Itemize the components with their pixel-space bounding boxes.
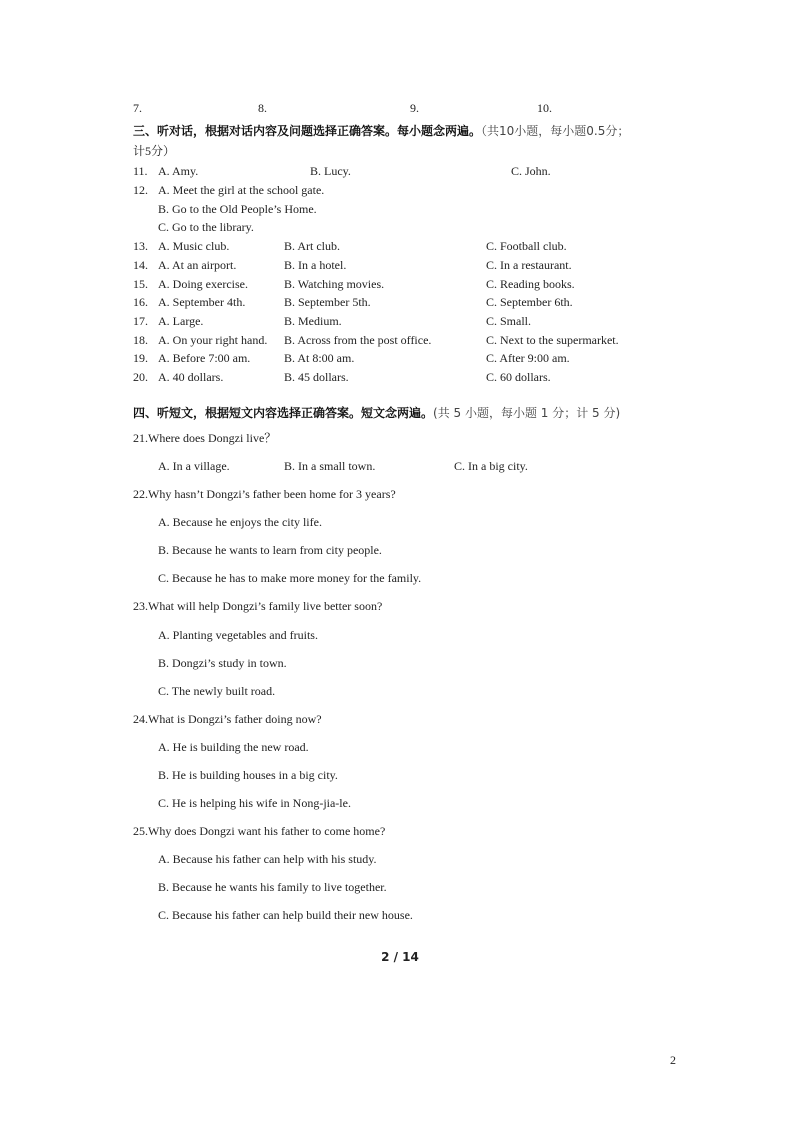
answer-number-8: 8.: [258, 101, 267, 115]
q20-option-b: B. 45 dollars.: [284, 370, 349, 384]
page-indicator: 2 / 14: [381, 950, 419, 964]
answer-number-9: 9.: [410, 101, 419, 115]
q17-option-b: B. Medium.: [284, 314, 342, 328]
q25-option-a: A. Because his father can help with his study.: [158, 852, 377, 866]
q15-option-c: C. Reading books.: [486, 277, 575, 291]
q14-option-b: B. In a hotel.: [284, 258, 347, 272]
section4-score-note: (共 5 小题，每小题 1 分；计 5 分): [433, 406, 621, 420]
q15-number: 15.: [133, 277, 148, 291]
q16-option-c: C. September 6th.: [486, 295, 573, 309]
q14-option-a: A. At an airport.: [158, 258, 237, 272]
q22-question: 22.Why hasn’t Dongzi’s father been home for 3 years?: [133, 487, 396, 501]
q14-number: 14.: [133, 258, 148, 272]
q12-option-a: A. Meet the girl at the school gate.: [158, 183, 325, 197]
q22-option-c: C. Because he has to make more money for the family.: [158, 571, 422, 585]
q13-option-a: A. Music club.: [158, 239, 230, 253]
q19-option-c: C. After 9:00 am.: [486, 351, 570, 365]
answer-number-10: 10.: [537, 101, 552, 115]
q24-option-c: C. He is helping his wife in Nong-jia-le.: [158, 796, 351, 810]
q15-option-a: A. Doing exercise.: [158, 277, 248, 291]
q15-option-b: B. Watching movies.: [284, 277, 385, 291]
q18-number: 18.: [133, 333, 148, 347]
q22-option-b: B. Because he wants to learn from city people.: [158, 543, 382, 557]
page-number: 2: [670, 1053, 676, 1067]
q22-option-a: A. Because he enjoys the city life.: [158, 515, 322, 529]
q16-option-b: B. September 5th.: [284, 295, 371, 309]
q21-question: 21.Where does Dongzi live？: [133, 431, 277, 445]
q18-option-a: A. On your right hand.: [158, 333, 268, 347]
section3-heading: [133, 124, 629, 138]
section3-heading-text: 三、听对话，根据对话内容及问题选择正确答案。每小题念两遍。: [133, 124, 482, 138]
q12-option-b: B. Go to the Old People’s Home.: [158, 202, 317, 216]
q21-option-c: C. In a big city.: [454, 459, 528, 473]
q24-option-b: B. He is building houses in a big city.: [158, 768, 338, 782]
q11-option-b: B. Lucy.: [310, 164, 351, 178]
q11-option-c: C. John.: [511, 164, 551, 178]
q20-option-c: C. 60 dollars.: [486, 370, 551, 384]
q13-option-c: C. Football club.: [486, 239, 567, 253]
q18-option-c: C. Next to the supermarket.: [486, 333, 619, 347]
q17-option-a: A. Large.: [158, 314, 204, 328]
q18-option-b: B. Across from the post office.: [284, 333, 432, 347]
q19-option-a: A. Before 7:00 am.: [158, 351, 251, 365]
q16-number: 16.: [133, 295, 148, 309]
q13-number: 13.: [133, 239, 148, 253]
answer-number-7: 7.: [133, 101, 142, 115]
q17-option-c: C. Small.: [486, 314, 532, 328]
section4-heading: [133, 406, 620, 420]
q19-option-b: B. At 8:00 am.: [284, 351, 355, 365]
q25-option-c: C. Because his father can help build their new house.: [158, 908, 413, 922]
q11-option-a: A. Amy.: [158, 164, 199, 178]
q23-option-a: A. Planting vegetables and fruits.: [158, 628, 318, 642]
q23-option-b: B. Dongzi’s study in town.: [158, 656, 287, 670]
q21-option-a: A. In a village.: [158, 459, 230, 473]
q21-option-b: B. In a small town.: [284, 459, 376, 473]
section4-heading-text: 四、听短文，根据短文内容选择正确答案。短文念两遍。: [133, 406, 434, 420]
q19-number: 19.: [133, 351, 148, 365]
q13-option-b: B. Art club.: [284, 239, 340, 253]
section3-score-note: （共10小题，每小题0.5分；: [481, 124, 630, 138]
q25-option-b: B. Because he wants his family to live together.: [158, 880, 387, 894]
q14-option-c: C. In a restaurant.: [486, 258, 572, 272]
q16-option-a: A. September 4th.: [158, 295, 246, 309]
q11-number: 11.: [133, 164, 148, 178]
q12-option-c: C. Go to the library.: [158, 220, 254, 234]
q20-number: 20.: [133, 370, 148, 384]
q23-option-c: C. The newly built road.: [158, 684, 276, 698]
q25-question: 25.Why does Dongzi want his father to come home?: [133, 824, 386, 838]
q17-number: 17.: [133, 314, 148, 328]
section3-score-note-cont: 计5分）: [133, 144, 176, 158]
q23-question: 23.What will help Dongzi’s family live better soon?: [133, 599, 383, 613]
q12-number: 12.: [133, 183, 148, 197]
q24-question: 24.What is Dongzi’s father doing now?: [133, 712, 322, 726]
q24-option-a: A. He is building the new road.: [158, 740, 309, 754]
q20-option-a: A. 40 dollars.: [158, 370, 224, 384]
